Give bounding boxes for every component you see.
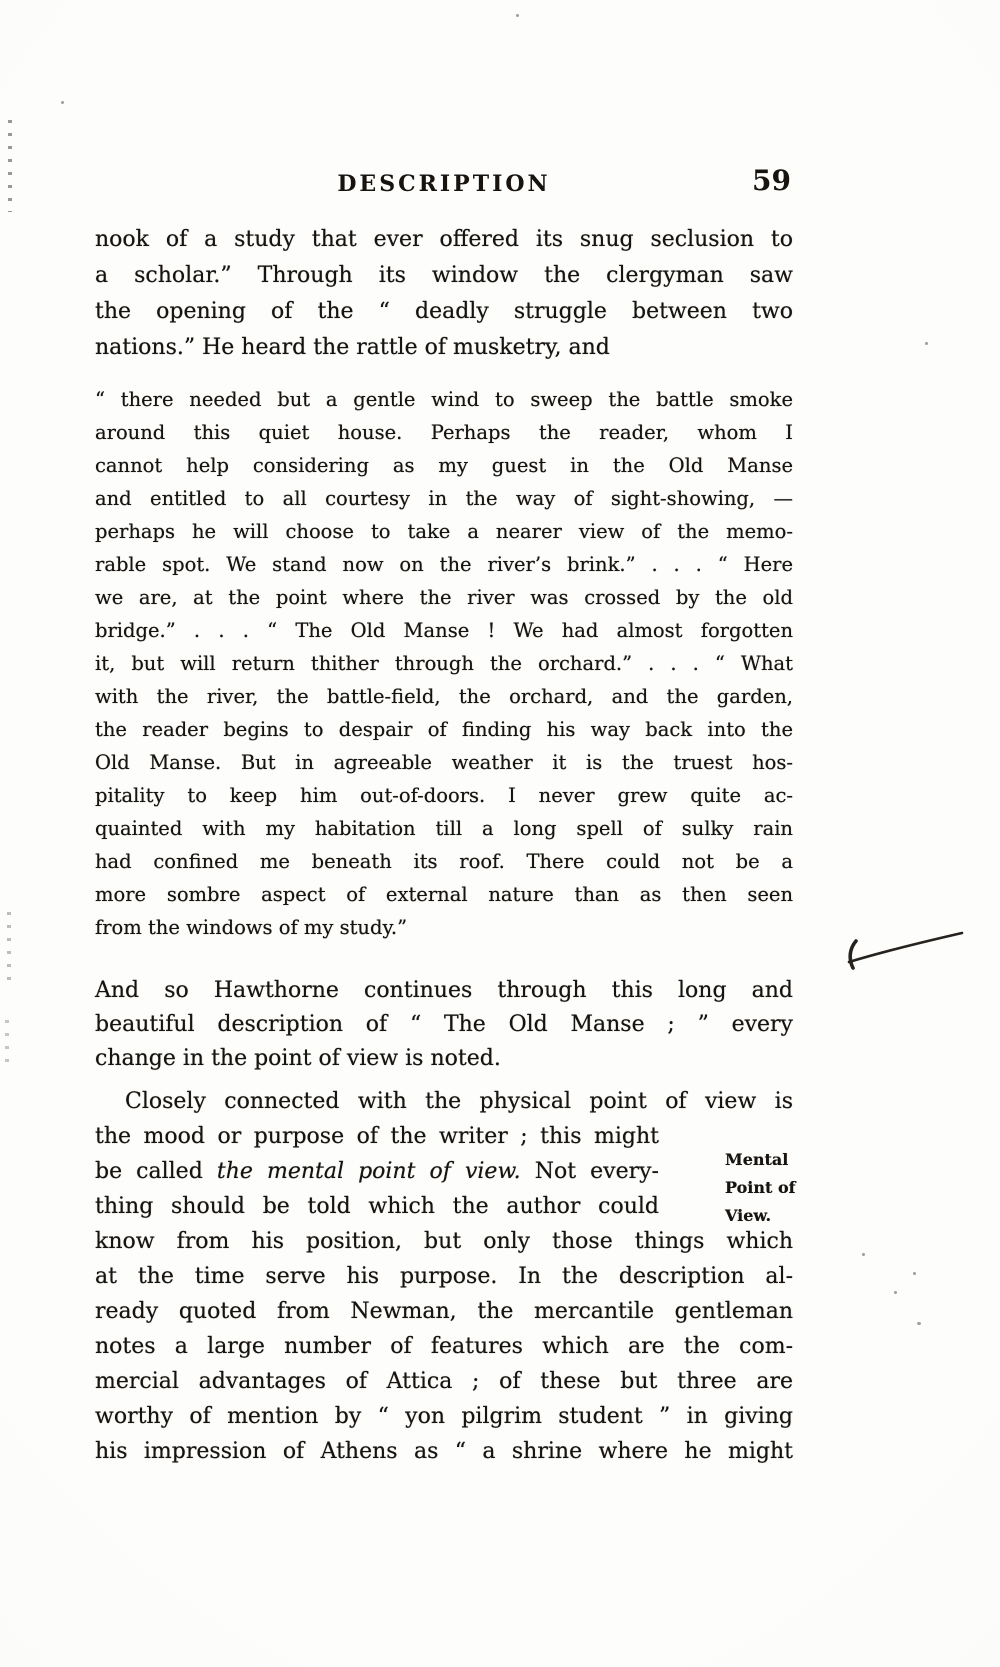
text-line: we are, at the point where the river was crossed by the old: [95, 586, 793, 609]
text-line: mercial advantages of Attica ; of these but three are: [95, 1369, 793, 1394]
text-line: the mood or purpose of the writer ; this might: [95, 1124, 659, 1149]
text-line: beautiful description of “ The Old Manse ; ” every: [95, 1012, 793, 1037]
text-segment: be called: [95, 1159, 217, 1184]
scan-speck: [913, 1272, 916, 1275]
margin-note-line: View.: [725, 1206, 772, 1225]
text-line: [95, 1154, 793, 1189]
scan-speck: [862, 1253, 865, 1256]
text-line: “ there needed but a gentle wind to sweep the battle smoke: [95, 388, 793, 411]
pencil-check-annotation: [838, 922, 968, 978]
opening-paragraph: [95, 222, 793, 366]
scan-speck: [925, 342, 928, 345]
text-block: [95, 0, 796, 1469]
text-line: cannot help considering as my guest in the Old Manse: [95, 454, 793, 477]
text-line: a scholar.” Through its window the clergyman saw: [95, 263, 793, 288]
scan-speck: [516, 14, 519, 17]
text-line: notes a large number of features which are the com-: [95, 1334, 793, 1359]
text-line: rable spot. We stand now on the river’s brink.” . . . “ Here: [95, 553, 793, 576]
text-line: And so Hawthorne continues through this long and: [95, 978, 793, 1003]
text-line: ready quoted from Newman, the mercantile gentleman: [95, 1299, 793, 1324]
text-segment: Not every-: [520, 1159, 659, 1184]
text-line: and entitled to all courtesy in the way of sight-showing, —: [95, 487, 793, 510]
text-line: quainted with my habitation till a long spell of sulky rain: [95, 817, 793, 840]
text-line: at the time serve his purpose. In the description al-: [95, 1264, 793, 1289]
margin-note-line: Point of: [725, 1178, 796, 1197]
running-head: [95, 164, 793, 200]
scan-speck: [61, 101, 64, 104]
scan-edge-dots: [5, 1020, 9, 1068]
scan-speck: [917, 1322, 921, 1325]
text-line: more sombre aspect of external nature than as then seen: [95, 883, 793, 906]
text-line: around this quiet house. Perhaps the reader, whom I: [95, 421, 793, 444]
margin-note-line: Mental: [725, 1150, 789, 1169]
text-line: Old Manse. But in agreeable weather it is the truest hos-: [95, 751, 793, 774]
running-title: DESCRIPTION: [337, 171, 551, 197]
scan-edge-dots: [7, 912, 11, 982]
page-number: 59: [752, 164, 791, 197]
text-line: know from his position, but only those things which: [95, 1229, 793, 1254]
check-mark-icon: [838, 922, 968, 978]
text-line: pitality to keep him out-of-doors. I never grew quite ac-: [95, 784, 793, 807]
text-line: it, but will return thither through the orchard.” . . . “ What: [95, 652, 793, 675]
text-line: Closely connected with the physical point of view is: [125, 1089, 793, 1114]
hawthorne-commentary-paragraph: [95, 974, 793, 1076]
text-line: the reader begins to despair of finding his way back into the: [95, 718, 793, 741]
text-line: with the river, the battle-field, the orchard, and the garden,: [95, 685, 793, 708]
text-line: nook of a study that ever offered its snug seclusion to: [95, 227, 793, 252]
scan-edge-dots: [8, 120, 12, 212]
italic-phrase: the mental point of view.: [216, 1159, 521, 1184]
text-line: his impression of Athens as “ a shrine where he might: [95, 1439, 793, 1464]
text-line: from the windows of my study.”: [95, 916, 408, 939]
text-line: bridge.” . . . “ The Old Manse ! We had almost forgotten: [95, 619, 793, 642]
text-line: nations.” He heard the rattle of musketry, and: [95, 335, 610, 360]
mental-point-of-view-paragraph: [95, 1084, 796, 1469]
text-line: perhaps he will choose to take a nearer view of the memo-: [95, 520, 793, 543]
margin-note-mental-point-of-view: [725, 1146, 855, 1230]
text-line: had confined me beneath its roof. There could not be a: [95, 850, 793, 873]
text-line: the opening of the “ deadly struggle between two: [95, 299, 793, 324]
scan-speck: [894, 1291, 897, 1294]
hawthorne-block-quote: [95, 383, 793, 944]
text-line: thing should be told which the author could: [95, 1194, 659, 1219]
text-line: change in the point of view is noted.: [95, 1046, 501, 1071]
text-line: worthy of mention by “ yon pilgrim student ” in giving: [95, 1404, 793, 1429]
